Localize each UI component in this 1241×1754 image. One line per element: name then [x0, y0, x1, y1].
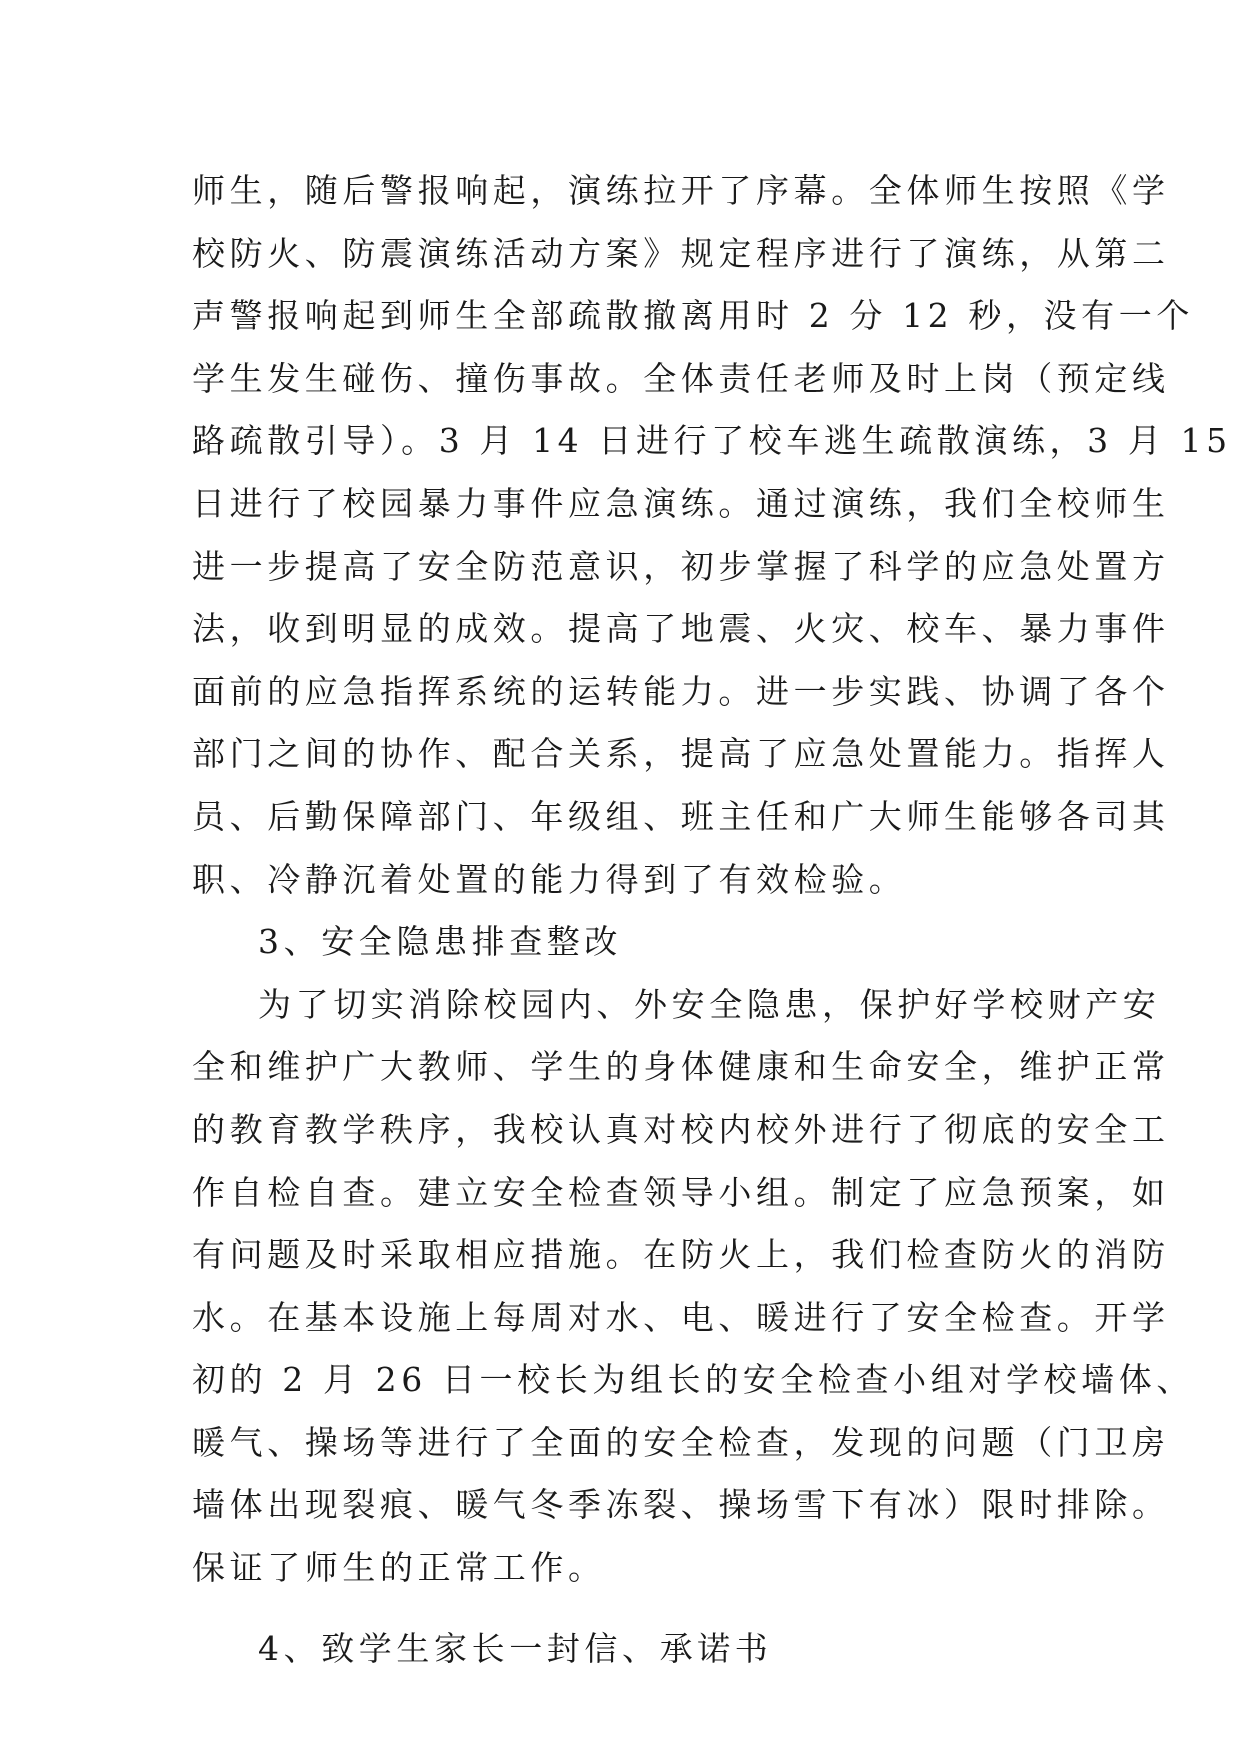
text-line: 声警报响起到师生全部疏散撤离用时 2 分 12 秒，没有一个: [192, 296, 1194, 336]
text-line: 面前的应急指挥系统的运转能力。进一步实践、协调了各个: [192, 671, 1170, 711]
document-body: [192, 160, 1232, 1680]
text-line: 作自检自查。建立安全检查领导小组。制定了应急预案，如: [192, 1172, 1170, 1212]
text-line: 有问题及时采取相应措施。在防火上，我们检查防火的消防: [192, 1235, 1170, 1275]
text-line: 保证了师生的正常工作。: [192, 1548, 606, 1588]
text-line: 路疏散引导）。3 月 14 日进行了校车逃生疏散演练，3 月 15: [192, 421, 1232, 461]
text-line: 墙体出现裂痕、暖气冬季冻裂、操场雪下有冰）限时排除。: [192, 1485, 1170, 1525]
spacer: [192, 1600, 1072, 1618]
section-heading-3: 3、安全隐患排查整改: [258, 922, 622, 962]
text-line: 校防火、防震演练活动方案》规定程序进行了演练，从第二: [192, 233, 1170, 273]
text-line: 法，收到明显的成效。提高了地震、火灾、校车、暴力事件: [192, 609, 1170, 649]
text-line: 全和维护广大教师、学生的身体健康和生命安全，维护正常: [192, 1047, 1170, 1087]
text-line: 初的 2 月 26 日一校长为组长的安全检查小组对学校墙体、: [192, 1360, 1194, 1400]
text-line: 为了切实消除校园内、外安全隐患，保护好学校财产安: [258, 984, 1161, 1024]
section-heading-4: 4、致学生家长一封信、承诺书: [258, 1628, 773, 1668]
text-line: 的教育教学秩序，我校认真对校内校外进行了彻底的安全工: [192, 1109, 1170, 1149]
text-line: 进一步提高了安全防范意识，初步掌握了科学的应急处置方: [192, 546, 1170, 586]
text-line: 日进行了校园暴力事件应急演练。通过演练，我们全校师生: [192, 483, 1170, 523]
text-line: 员、后勤保障部门、年级组、班主任和广大师生能够各司其: [192, 796, 1170, 836]
text-line: 水。在基本设施上每周对水、电、暖进行了安全检查。开学: [192, 1297, 1170, 1337]
text-line: 师生，随后警报响起，演练拉开了序幕。全体师生按照《学: [192, 171, 1170, 210]
text-line: 部门之间的协作、配合关系，提高了应急处置能力。指挥人: [192, 734, 1170, 774]
text-line: 职、冷静沉着处置的能力得到了有效检验。: [192, 859, 907, 899]
text-line: 暖气、操场等进行了全面的安全检查，发现的问题（门卫房: [192, 1422, 1170, 1462]
text-line: 学生发生碰伤、撞伤事故。全体责任老师及时上岗（预定线: [192, 358, 1170, 398]
